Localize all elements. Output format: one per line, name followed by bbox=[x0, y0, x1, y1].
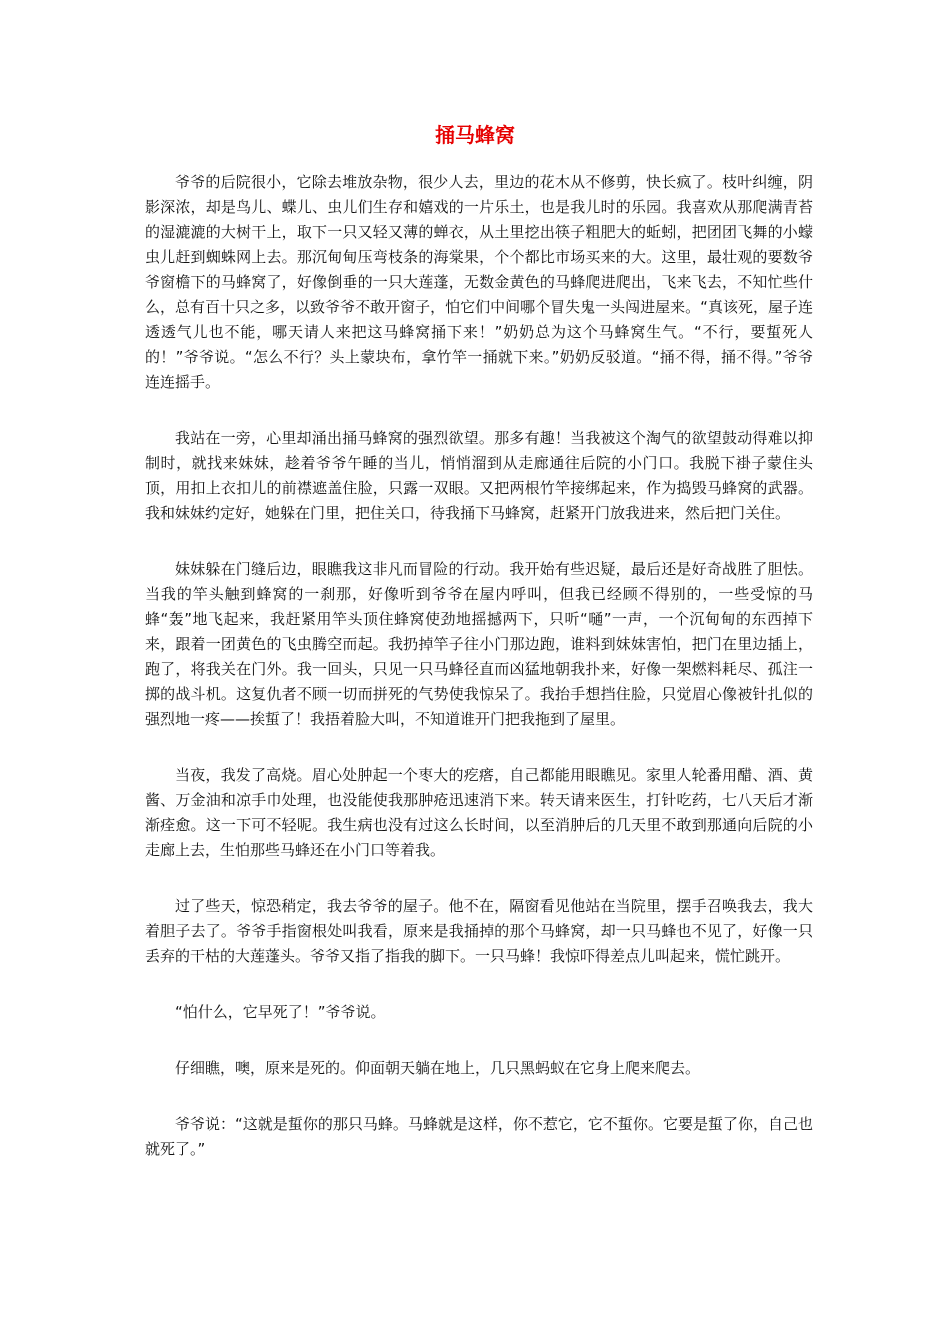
paragraph: 当夜，我发了高烧。眉心处肿起一个枣大的疙瘩，自己都能用眼瞧见。家里人轮番用醋、酒、黄酱、万金油和凉手巾处理，也没能使我那肿疮迅速消下来。转天请来医生，打针吃药，七八天后才渐渐痊愈。这一下可不轻呢。我生病也没有过这么长时间，以至消肿后的几天里不敢到那通向后院的小走廊上去，生怕那些马蜂还在小门口等着我。 bbox=[145, 766, 813, 859]
paragraph: 过了些天，惊恐稍定，我去爷爷的屋子。他不在，隔窗看见他站在当院里，摆手召唤我去，我大着胆子去了。爷爷手指窗根处叫我看，原来是我捅掉的那个马蜂窝，却一只马蜂也不见了，好像一只丢弃的干枯的大莲蓬头。爷爷又指了指我的脚下。一只马蜂！我惊吓得差点儿叫起来，慌忙跳开。 bbox=[145, 897, 813, 965]
page-title: 捅马蜂窝 bbox=[435, 123, 515, 147]
paragraph: 我站在一旁，心里却涌出捅马蜂窝的强烈欲望。那多有趣！当我被这个淘气的欲望鼓动得难以抑制时，就找来妹妹，趁着爷爷午睡的当儿，悄悄溜到从走廊通往后院的小门口。我脱下褂子蒙住头顶，用扣上衣扣儿的前襟遮盖住脸，只露一双眼。又把两根竹竿接绑起来，作为捣毁马蜂窝的武器。我和妹妹约定好，她躲在门里，把住关口，待我捅下马蜂窝，赶紧开门放我进来，然后把门关住。 bbox=[145, 429, 813, 522]
paragraph: 仔细瞧，噢，原来是死的。仰面朝天躺在地上，几只黑蚂蚁在它身上爬来爬去。 bbox=[175, 1059, 701, 1077]
paragraph: 妹妹躲在门缝后边，眼瞧我这非凡而冒险的行动。我开始有些迟疑，最后还是好奇战胜了胆怯。当我的竿头触到蜂窝的一刹那，好像听到爷爷在屋内呼叫，但我已经顾不得别的，一些受惊的马蜂“轰”地飞起来，我赶紧用竿头顶住蜂窝使劲地摇撼两下，只听“嗵”一声，一个沉甸甸的东西掉下来，跟着一团黄色的飞虫腾空而起。我扔掉竿子往小门那边跑，谁料到妹妹害怕，把门在里边插上，跑了，将我关在门外。我一回头，只见一只马蜂径直而凶猛地朝我扑来，好像一架燃料耗尽、孤注一掷的战斗机。这复仇者不顾一切而拼死的气势使我惊呆了。我抬手想挡住脸，只觉眉心像被针扎似的强烈地一疼——挨蜇了！我捂着脸大叫，不知道谁开门把我拖到了屋里。 bbox=[145, 560, 813, 728]
paragraph: 爷爷说：“这就是蜇你的那只马蜂。马蜂就是这样，你不惹它，它不蜇你。它要是蜇了你，自己也就死了。” bbox=[145, 1115, 813, 1158]
paragraph: 爷爷的后院很小，它除去堆放杂物，很少人去，里边的花木从不修剪，快长疯了。枝叶纠缠，阴影深浓，却是鸟儿、蝶儿、虫儿们生存和嬉戏的一片乐土，也是我儿时的乐园。我喜欢从那爬满青苔的湿漉漉的大树干上，取下一只又轻又薄的蝉衣，从土里挖出筷子粗肥大的蚯蚓，把团团飞舞的小蠓虫儿赶到蜘蛛网上去。那沉甸甸压弯枝条的海棠果，个个都比市场买来的大。这里，最壮观的要数爷爷窗檐下的马蜂窝了，好像倒垂的一只大莲蓬，无数金黄色的马蜂爬进爬出，飞来飞去，不知忙些什么，总有百十只之多，以致爷爷不敢开窗子，怕它们中间哪个冒失鬼一头闯进屋来。“真该死，屋子连透透气儿也不能，哪天请人来把这马蜂窝捅下来！”奶奶总为这个马蜂窝生气。“不行，要蜇死人的！”爷爷说。“怎么不行？头上蒙块布，拿竹竿一捅就下来。”奶奶反驳道。“捅不得，捅不得。”爷爷连连摇手。 bbox=[145, 173, 813, 391]
paragraph: “怕什么，它早死了！”爷爷说。 bbox=[175, 1003, 386, 1021]
article-body bbox=[145, 170, 813, 1162]
